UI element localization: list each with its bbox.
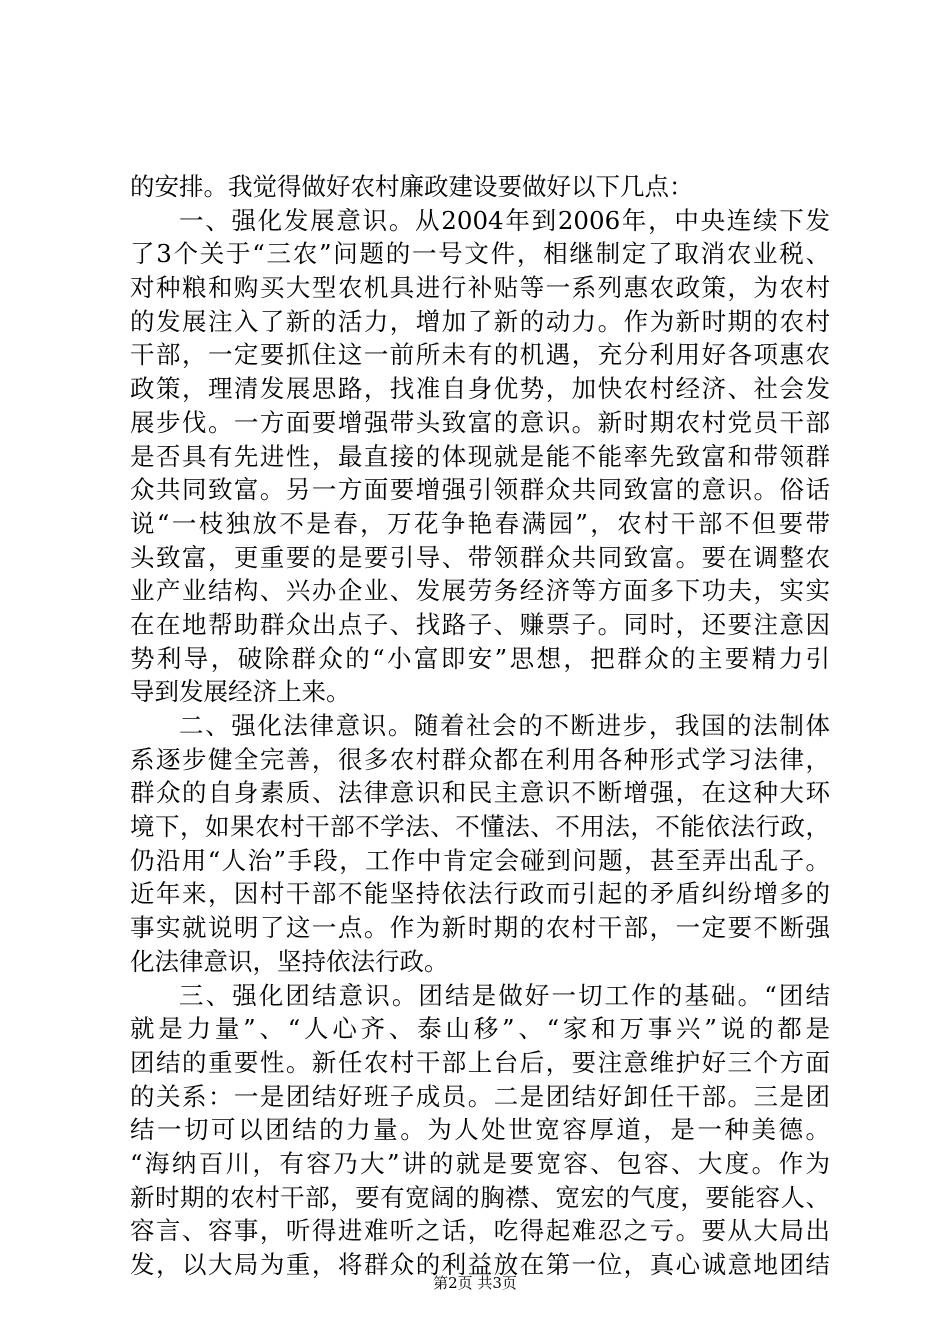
paragraph-1-start: 一、强化发展意识。从2004年到2006年，中央连续下发 [179,205,830,235]
text-line: 展步伐。一方面要增强带头致富的意识。新时期农村党员干部 [130,407,830,437]
text-line: 群众的自身素质、法律意识和民主意识不断增强，在这种大环 [130,778,830,808]
text-line: 新时期的农村干部，要有宽阔的胸襟、宽宏的气度，要能容人、 [130,1182,830,1212]
text-line: 发，以大局为重，将群众的利益放在第一位，真心诚意地团结 [130,1250,830,1279]
text-line: 头致富，更重要的是要引导、带领群众共同致富。要在调整农 [130,542,830,572]
text-line: 干部，一定要抓住这一前所未有的机遇，充分利用好各项惠农 [130,340,830,370]
text-line: 是否具有先进性，最直接的体现就是能不能率先致富和带领群 [130,441,830,471]
text-line: 众共同致富。另一方面要增强引领群众共同致富的意识。俗话 [130,475,830,505]
text-line: 就是力量”、“人心齐、泰山移”、“家和万事兴”说的都是 [130,1014,830,1044]
text-line: 说“一枝独放不是春，万花争艳春满园”，农村干部不但要带 [130,508,830,538]
text-line: 境下，如果农村干部不学法、不懂法、不用法，不能依法行政， [130,812,830,842]
text-line: 对种粮和购买大型农机具进行补贴等一系列惠农政策，为农村 [130,273,830,303]
text-line: 政策，理清发展思路，找准自身优势，加快农村经济、社会发 [130,374,830,404]
paragraph-3-start: 三、强化团结意识。团结是做好一切工作的基础。“团结 [179,980,830,1010]
text-line: 化法律意识，坚持依法行政。 [130,946,449,976]
text-line: 了3个关于“三农”问题的一号文件，相继制定了取消农业税、 [130,239,830,269]
text-line: “海纳百川，有容乃大”讲的就是要宽容、包容、大度。作为 [130,1148,830,1178]
text-line: 的发展注入了新的活力，增加了新的动力。作为新时期的农村 [130,306,830,336]
text-line: 业产业结构、兴办企业、发展劳务经济等方面多下功夫，实实 [130,576,830,606]
text-line: 势利导，破除群众的“小富即安”思想，把群众的主要精力引 [130,643,830,673]
text-line: 导到发展经济上来。 [130,677,351,707]
page-footer: 第2页 共3页 [433,1274,517,1292]
document-body [130,170,830,1282]
text-line: 的安排。我觉得做好农村廉政建设要做好以下几点： [130,172,694,201]
text-line: 近年来，因村干部不能坚持依法行政而引起的矛盾纠纷增多的 [130,879,830,909]
text-line: 仍沿用“人治”手段，工作中肯定会碰到问题，甚至弄出乱子。 [130,845,830,875]
text-line: 团结的重要性。新任农村干部上台后，要注意维护好三个方面 [130,1047,830,1077]
text-line: 系逐步健全完善，很多农村群众都在利用各种形式学习法律， [130,744,830,774]
text-line: 容言、容事，听得进难听之话，吃得起难忍之亏。要从大局出 [130,1216,830,1246]
text-line: 结一切可以团结的力量。为人处世宽容厚道，是一种美德。 [130,1115,830,1145]
text-line: 的关系：一是团结好班子成员。二是团结好卸任干部。三是团 [130,1081,830,1111]
text-line: 在在地帮助群众出点子、找路子、赚票子。同时，还要注意因 [130,609,830,639]
paragraph-2-start: 二、强化法律意识。随着社会的不断进步，我国的法制体 [179,711,830,740]
text-line: 事实就说明了这一点。作为新时期的农村干部，一定要不断强 [130,913,830,943]
